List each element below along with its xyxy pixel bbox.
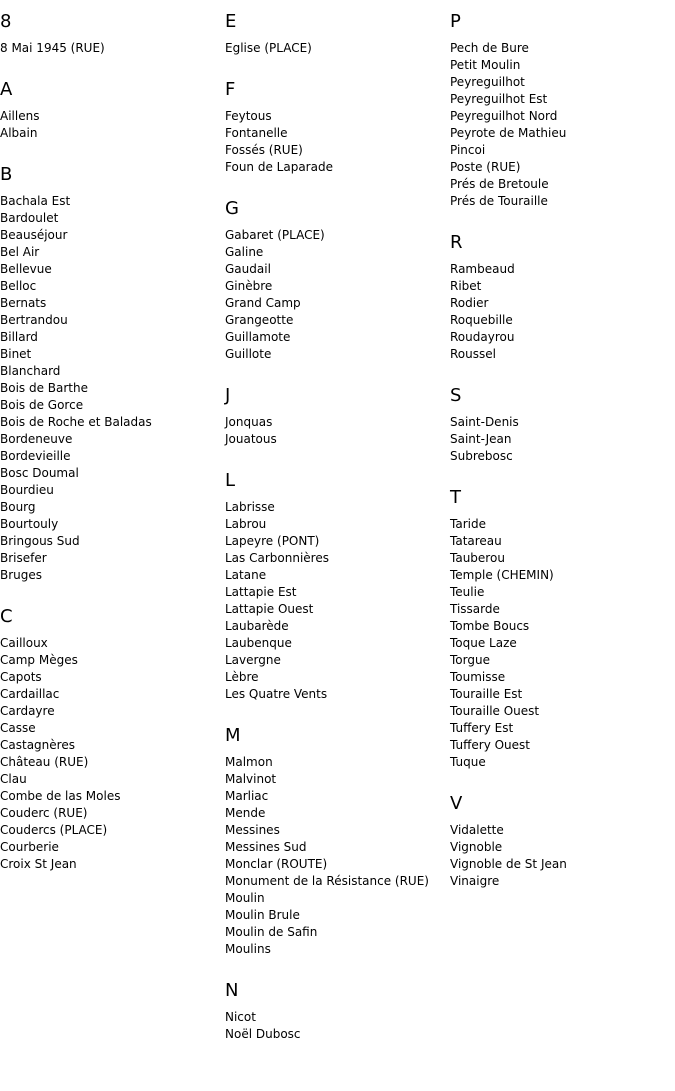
street-name: Vignoble [450, 840, 503, 854]
street-name: Subrebosc [450, 449, 513, 463]
street-name: Gabaret (PLACE) [225, 228, 325, 242]
street-name: Malmon [225, 755, 273, 769]
street-list [0, 635, 225, 873]
street-name: Bourg [0, 500, 36, 514]
street-name: Monument de la Résistance (RUE) [225, 874, 429, 888]
street-name: Galine [225, 245, 264, 259]
section-letter-heading: 8 [0, 11, 12, 32]
letter-section [450, 486, 675, 771]
street-name: Latane [225, 568, 267, 582]
street-name: Bois de Roche et Baladas [0, 415, 152, 429]
street-name: Cardayre [0, 704, 55, 718]
street-name: Poste (RUE) [450, 160, 521, 174]
street-name: Peyreguilhot [450, 75, 525, 89]
street-name: Laubenque [225, 636, 292, 650]
street-name: Moulin Brule [225, 908, 300, 922]
street-name: Bachala Est [0, 194, 71, 208]
street-name: Lapeyre (PONT) [225, 534, 320, 548]
section-letter-heading: P [450, 11, 461, 32]
street-name: Marliac [225, 789, 269, 803]
street-name: Ribet [450, 279, 482, 293]
section-letter-heading: G [225, 198, 239, 219]
street-name: Labrou [225, 517, 267, 531]
street-name: Bordevieille [0, 449, 71, 463]
street-list [0, 40, 225, 57]
letter-section [225, 197, 450, 363]
section-letter-heading: M [225, 725, 241, 746]
street-name: Moulin [225, 891, 265, 905]
section-letter-heading: R [450, 232, 463, 253]
street-name: Touraille Est [450, 687, 523, 701]
street-name: Guillote [225, 347, 272, 361]
section-letter-heading: T [450, 487, 461, 508]
street-name: Bertrandou [0, 313, 68, 327]
street-list [450, 261, 675, 363]
street-name: Monclar (ROUTE) [225, 857, 328, 871]
street-name: Courberie [0, 840, 59, 854]
street-name: Guillamote [225, 330, 291, 344]
street-name: Tuffery Ouest [450, 738, 531, 752]
street-name: Binet [0, 347, 32, 361]
street-name: Peyreguilhot Est [450, 92, 548, 106]
street-name: Jouatous [225, 432, 277, 446]
section-letter-heading: V [450, 793, 463, 814]
street-name: Taride [450, 517, 486, 531]
street-name: Les Quatre Vents [225, 687, 328, 701]
street-name: Croix St Jean [0, 857, 77, 871]
street-name: Jonquas [225, 415, 273, 429]
street-name: Malvinot [225, 772, 277, 786]
letter-section [450, 231, 675, 363]
letter-section [225, 979, 450, 1043]
street-name: Rodier [450, 296, 489, 310]
section-letter-heading: C [0, 606, 13, 627]
street-name: Touraille Ouest [450, 704, 540, 718]
street-list [0, 193, 225, 584]
street-name: Las Carbonnières [225, 551, 329, 565]
street-name: Casse [0, 721, 36, 735]
street-name: Moulin de Safin [225, 925, 318, 939]
section-letter-heading: J [225, 385, 231, 406]
letter-section [450, 792, 675, 890]
street-name: Tuffery Est [450, 721, 514, 735]
street-list [225, 108, 450, 176]
street-name: Lèbre [225, 670, 259, 684]
letter-section [225, 384, 450, 448]
street-name: Toumisse [450, 670, 506, 684]
street-name: Nicot [225, 1010, 256, 1024]
street-name: Grand Camp [225, 296, 301, 310]
street-name: Vignoble de St Jean [450, 857, 567, 871]
letter-section [225, 78, 450, 176]
street-name: Roquebille [450, 313, 513, 327]
section-letter-heading: N [225, 980, 239, 1001]
street-name: Prés de Touraille [450, 194, 548, 208]
section-letter-heading: L [225, 470, 236, 491]
street-name: Pincoi [450, 143, 486, 157]
street-list [0, 108, 225, 142]
street-name: Brisefer [0, 551, 47, 565]
street-name: Bois de Gorce [0, 398, 84, 412]
letter-section [450, 10, 675, 210]
street-index-column-2 [225, 10, 450, 1064]
letter-section [450, 384, 675, 465]
street-name: Tuque [450, 755, 486, 769]
street-list [450, 40, 675, 210]
street-name: Tatareau [450, 534, 502, 548]
street-name: Laubarède [225, 619, 289, 633]
street-name: Lattapie Ouest [225, 602, 314, 616]
street-name: Roudayrou [450, 330, 515, 344]
street-name: Bordeneuve [0, 432, 73, 446]
street-name: Bois de Barthe [0, 381, 89, 395]
street-name: Bardoulet [0, 211, 59, 225]
street-name: Saint-Denis [450, 415, 519, 429]
street-name: Roussel [450, 347, 496, 361]
street-name: Castagnères [0, 738, 75, 752]
letter-section [225, 10, 450, 57]
street-name: Coudercs (PLACE) [0, 823, 108, 837]
street-name: Bringous Sud [0, 534, 80, 548]
street-name: Labrisse [225, 500, 275, 514]
street-list [450, 414, 675, 465]
street-name: Petit Moulin [450, 58, 521, 72]
street-name: Vinaigre [450, 874, 500, 888]
street-list [450, 822, 675, 890]
street-name: Foun de Laparade [225, 160, 333, 174]
street-name: Cardaillac [0, 687, 60, 701]
street-name: Bourdieu [0, 483, 54, 497]
street-name: Billard [0, 330, 38, 344]
street-list [225, 414, 450, 448]
street-name: Toque Laze [450, 636, 517, 650]
street-name: Gaudail [225, 262, 271, 276]
letter-section [225, 469, 450, 703]
street-name: Combe de las Moles [0, 789, 121, 803]
street-name: Bellevue [0, 262, 52, 276]
street-index-column-1 [0, 10, 225, 894]
street-name: Fontanelle [225, 126, 288, 140]
street-name: Tauberou [450, 551, 505, 565]
street-name: Peyreguilhot Nord [450, 109, 558, 123]
street-name: Tombe Boucs [450, 619, 530, 633]
street-list [225, 499, 450, 703]
street-name: Prés de Bretoule [450, 177, 549, 191]
street-name: Noël Dubosc [225, 1027, 301, 1041]
letter-section [0, 163, 225, 584]
street-name: Bosc Doumal [0, 466, 79, 480]
street-name: Temple (CHEMIN) [450, 568, 554, 582]
street-name: Saint-Jean [450, 432, 512, 446]
street-list [225, 227, 450, 363]
street-name: Ginèbre [225, 279, 273, 293]
street-name: Aillens [0, 109, 40, 123]
section-letter-heading: F [225, 79, 236, 100]
street-list [450, 516, 675, 771]
street-name: Lavergne [225, 653, 281, 667]
street-name: Moulins [225, 942, 271, 956]
letter-section [225, 724, 450, 958]
street-name: Pech de Bure [450, 41, 529, 55]
letter-section [0, 78, 225, 142]
street-name: Tissarde [450, 602, 500, 616]
street-name: Fossés (RUE) [225, 143, 303, 157]
street-name: Peyrote de Mathieu [450, 126, 567, 140]
street-name: Torgue [450, 653, 490, 667]
street-name: Teulie [450, 585, 485, 599]
section-letter-heading: A [0, 79, 13, 100]
street-name: Messines Sud [225, 840, 307, 854]
street-list [225, 754, 450, 958]
street-name: Clau [0, 772, 27, 786]
letter-section [0, 10, 225, 57]
street-name: Grangeotte [225, 313, 294, 327]
street-name: Blanchard [0, 364, 61, 378]
street-name: Château (RUE) [0, 755, 89, 769]
street-name: Feytous [225, 109, 272, 123]
street-name: Belloc [0, 279, 37, 293]
section-letter-heading: E [225, 11, 237, 32]
section-letter-heading: B [0, 164, 13, 185]
street-name: Albain [0, 126, 38, 140]
street-name: Rambeaud [450, 262, 515, 276]
street-name: Eglise (PLACE) [225, 41, 312, 55]
street-name: Messines [225, 823, 280, 837]
street-name: Camp Mèges [0, 653, 78, 667]
street-name: Lattapie Est [225, 585, 297, 599]
street-name: Bourtouly [0, 517, 59, 531]
street-name: Bel Air [0, 245, 40, 259]
street-index-column-3 [450, 10, 675, 911]
street-name: Mende [225, 806, 266, 820]
street-name: 8 Mai 1945 (RUE) [0, 41, 105, 55]
street-name: Vidalette [450, 823, 504, 837]
street-name: Bruges [0, 568, 43, 582]
street-list [225, 40, 450, 57]
section-letter-heading: S [450, 385, 462, 406]
street-name: Beauséjour [0, 228, 68, 242]
street-list [225, 1009, 450, 1043]
letter-section [0, 605, 225, 873]
street-name: Bernats [0, 296, 47, 310]
street-name: Cailloux [0, 636, 48, 650]
street-name: Couderc (RUE) [0, 806, 88, 820]
street-name: Capots [0, 670, 42, 684]
